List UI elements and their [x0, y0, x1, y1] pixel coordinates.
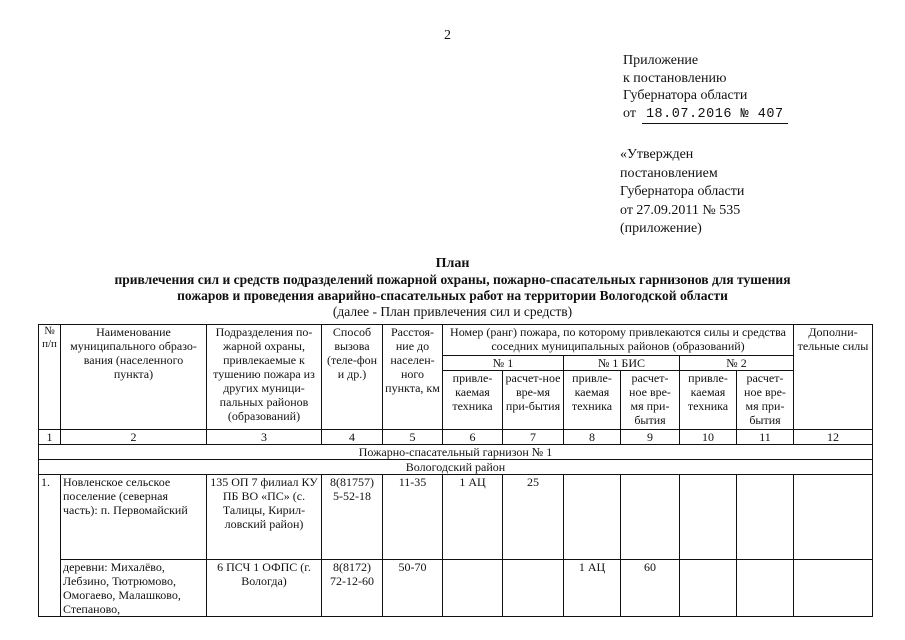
col-number: 8 [564, 430, 621, 445]
row-r1-time: 25 [503, 475, 564, 560]
header-call: Способ вызова (теле-фон и др.) [322, 325, 383, 430]
col-number: 11 [737, 430, 794, 445]
col-number: 1 [39, 430, 61, 445]
header-additional: Дополни-тельные силы [794, 325, 873, 430]
row-units: 6 ПСЧ 1 ОФПС (г. Вологда) [207, 560, 322, 617]
appendix-line-2: к постановлению [623, 70, 727, 86]
table-row [39, 560, 873, 617]
forces-plan-table [38, 324, 873, 617]
approved-line-4: от 27.09.2011 № 535 [620, 202, 741, 218]
header-rank-1: № 1 [443, 356, 564, 371]
header-units: Подразделения по-жарной охраны, привлекаемые к тушению пожара из других муници-пальных районов (образований) [207, 325, 322, 430]
row-num: 1. [39, 475, 61, 617]
appendix-line-3: Губернатора области [623, 88, 748, 103]
document-title-line-3: (далее - План привлечения сил и средств) [332, 304, 573, 319]
row-name: Новленское сельское поселение (северная часть): п. Первомайский [61, 475, 207, 560]
page-number: 2 [444, 28, 451, 43]
row-phone: 8(81757) 5-52-18 [322, 475, 383, 560]
header-r1-equipment: привле-каемая техника [443, 371, 503, 430]
appendix-block [623, 52, 788, 124]
table-row [39, 475, 873, 560]
row-r2-equipment [680, 475, 737, 560]
header-r2-arrival: расчет-ное вре-мя при-бытия [737, 371, 794, 430]
col-number: 5 [383, 430, 443, 445]
row-distance: 11-35 [383, 475, 443, 560]
row-r1bis-time: 60 [621, 560, 680, 617]
header-rank-2: № 2 [680, 356, 794, 371]
row-additional [794, 475, 873, 560]
garrison-row: Пожарно-спасательный гарнизон № 1 [39, 445, 873, 460]
header-r1bis-arrival: расчет-ное вре-мя при-бытия [621, 371, 680, 430]
document-title-line-2: пожаров и проведения аварийно-спасательных работ на территории Вологодской области [177, 288, 728, 303]
header-r1bis-equipment: привле-каемая техника [564, 371, 621, 430]
row-r2-time [737, 560, 794, 617]
header-distance: Расстоя-ние до населен-ного пункта, км [383, 325, 443, 430]
row-r1-equipment [443, 560, 503, 617]
row-r2-time [737, 475, 794, 560]
row-r1bis-time [621, 475, 680, 560]
approved-block [620, 146, 744, 239]
document-title-line-1: привлечения сил и средств подразделений пожарной охраны, пожарно-спасательных гарнизонов для тушения [114, 272, 791, 287]
col-number: 2 [61, 430, 207, 445]
header-name: Наименование муниципального образо-вания (населенного пункта) [61, 325, 207, 430]
approved-line-2: постановлением [620, 165, 718, 181]
approved-line-1: «Утвержден [620, 147, 694, 162]
row-r2-equipment [680, 560, 737, 617]
header-num: № п/п [39, 325, 61, 430]
col-number: 9 [621, 430, 680, 445]
header-r2-equipment: привле-каемая техника [680, 371, 737, 430]
row-r1bis-equipment: 1 АЦ [564, 560, 621, 617]
approved-line-5: (приложение) [620, 221, 702, 236]
row-r1bis-equipment [564, 475, 621, 560]
row-r1-time [503, 560, 564, 617]
district-row: Вологодский район [39, 460, 873, 475]
col-number: 4 [322, 430, 383, 445]
row-phone: 8(8172) 72-12-60 [322, 560, 383, 617]
row-additional [794, 560, 873, 617]
appendix-line-1: Приложение [623, 53, 699, 68]
col-number: 6 [443, 430, 503, 445]
header-rank-group: Номер (ранг) пожара, по которому привлекаются силы и средства соседних муниципальных районов (образований) [443, 325, 794, 356]
col-number: 7 [503, 430, 564, 445]
col-number: 10 [680, 430, 737, 445]
decree-reference: 18.07.2016 № 407 [642, 106, 788, 125]
row-name: деревни: Михалёво, Лебзино, Тютрюмово, Омогаево, Малашково, Степаново, [61, 560, 207, 617]
header-r1-arrival: расчет-ное вре-мя при-бытия [503, 371, 564, 430]
header-rank-1bis: № 1 БИС [564, 356, 680, 371]
appendix-decree-line [623, 105, 788, 125]
appendix-from-label: от [623, 105, 636, 121]
row-distance: 50-70 [383, 560, 443, 617]
col-number: 3 [207, 430, 322, 445]
row-r1-equipment: 1 АЦ [443, 475, 503, 560]
col-number: 12 [794, 430, 873, 445]
approved-line-3: Губернатора области [620, 184, 745, 199]
document-heading: План [435, 256, 470, 271]
row-units: 135 ОП 7 филиал КУ ПБ ВО «ПС» (с. Талицы, Кирил-ловский район) [207, 475, 322, 560]
